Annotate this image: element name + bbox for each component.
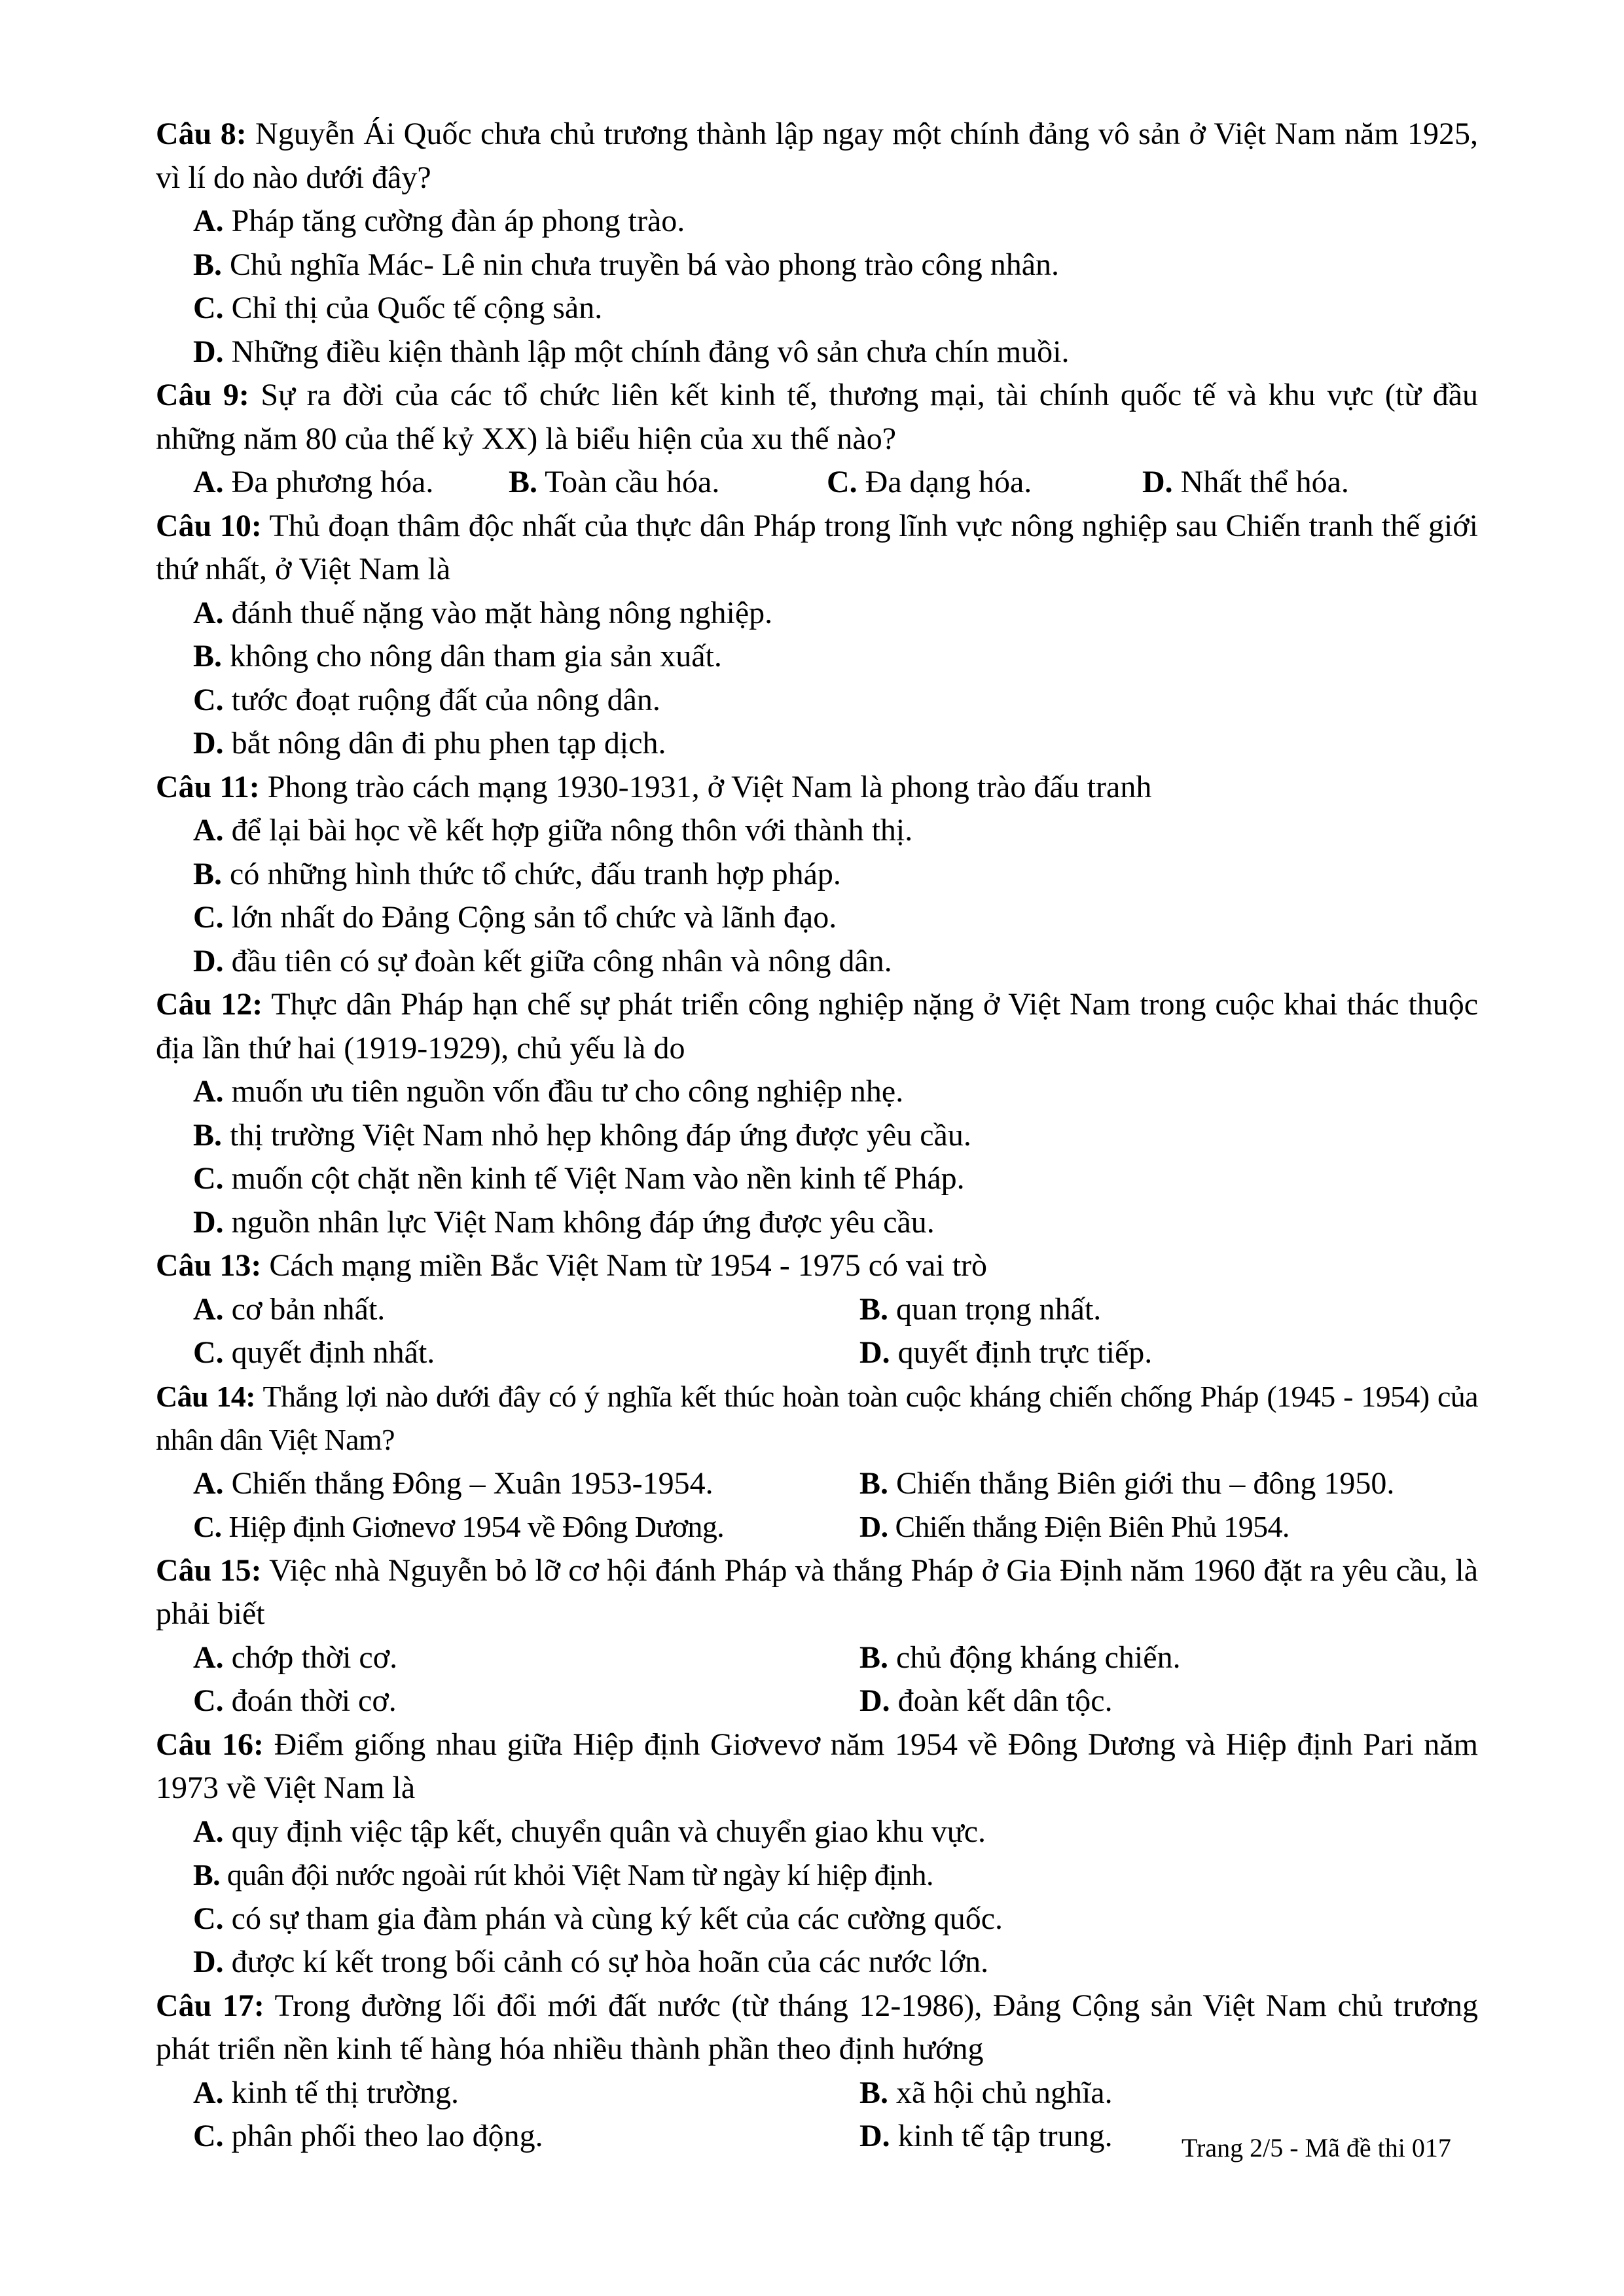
question-stem: Điểm giống nhau giữa Hiệp định Giơvevơ năm 1954 về Đông Dương và Hiệp định Pari năm 1973 về Việt Nam là [156,1727,1479,1805]
question-stem: Sự ra đời của các tổ chức liên kết kinh tế, thương mại, tài chính quốc tế và khu vực (từ đầu những năm 80 của thế kỷ XX) là biểu hiện của xu thế nào? [156,378,1479,456]
answer-options [156,1462,1478,1549]
option-b[interactable]: B. có những hình thức tổ chức, đấu tranh hợp pháp. [193,856,841,891]
option-b[interactable]: B. Toàn cầu hóa. [509,465,720,499]
question-stem: Việc nhà Nguyễn bỏ lỡ cơ hội đánh Pháp và thắng Pháp ở Gia Định năm 1960 đặt ra yêu cầu, là phải biết [156,1552,1479,1631]
question-list [156,113,1478,2159]
option-b[interactable]: B. Chủ nghĩa Mác- Lê nin chưa truyền bá vào phong trào công nhân. [193,247,1059,282]
option-a[interactable]: A. để lại bài học về kết hợp giữa nông thôn với thành thị. [193,813,913,848]
answer-options [156,592,1478,766]
option-c[interactable]: C. đoán thời cơ. [193,1683,397,1718]
option-a[interactable]: A. Chiến thắng Đông – Xuân 1953-1954. [193,1465,713,1501]
question-10 [156,505,1478,766]
question-stem: Nguyễn Ái Quốc chưa chủ trương thành lập ngay một chính đảng vô sản ở Việt Nam năm 1925, vì lí do nào dưới đây? [156,117,1479,195]
option-d[interactable]: D. quyết định trực tiếp. [859,1335,1153,1370]
option-a[interactable]: A. đánh thuế nặng vào mặt hàng nông nghiệp. [193,595,773,630]
question-16 [156,1723,1478,1984]
option-a[interactable]: A. Đa phương hóa. [193,465,434,499]
option-d[interactable]: D. đầu tiên có sự đoàn kết giữa công nhân và nông dân. [193,943,892,978]
question-stem: Thắng lợi nào dưới đây có ý nghĩa kết thúc hoàn toàn cuộc kháng chiến chống Pháp (1945 - 1954) của nhân dân Việt Nam? [156,1379,1478,1456]
question-14 [156,1375,1478,1549]
option-b[interactable]: B. xã hội chủ nghĩa. [859,2075,1113,2110]
answer-options [156,809,1478,983]
option-c[interactable]: C. Đa dạng hóa. [827,465,1032,499]
option-d[interactable]: D. Chiến thắng Điện Biên Phủ 1954. [859,1510,1290,1543]
answer-options [156,461,1478,505]
question-label: Câu 8: [156,117,247,151]
question-stem: Thực dân Pháp hạn chế sự phát triển công nghiệp nặng ở Việt Nam trong cuộc khai thác thuộc địa lần thứ hai (1919-1929), chủ yếu là do [156,987,1479,1066]
question-label: Câu 16: [156,1727,264,1762]
option-a[interactable]: A. Pháp tăng cường đàn áp phong trào. [193,204,685,238]
option-c[interactable]: C. Hiệp định Giơnevơ 1954 về Đông Dương. [193,1510,725,1543]
option-d[interactable]: D. Nhất thể hóa. [1142,465,1349,499]
question-label: Câu 15: [156,1552,262,1588]
option-d[interactable]: D. nguồn nhân lực Việt Nam không đáp ứng được yêu cầu. [193,1204,935,1240]
option-b[interactable]: B. quân đội nước ngoài rút khỏi Việt Nam từ ngày kí hiệp định. [193,1858,933,1892]
option-b[interactable]: B. quan trọng nhất. [859,1291,1102,1327]
option-a[interactable]: A. quy định việc tập kết, chuyển quân và chuyển giao khu vực. [193,1814,986,1849]
option-d[interactable]: D. được kí kết trong bối cảnh có sự hòa hoãn của các nước lớn. [193,1945,989,1979]
option-a[interactable]: A. cơ bản nhất. [193,1291,386,1327]
option-c[interactable]: C. tước đoạt ruộng đất của nông dân. [193,682,660,717]
question-stem: Trong đường lối đổi mới đất nước (từ tháng 12-1986), Đảng Cộng sản Việt Nam chủ trương phát triển nền kinh tế hàng hóa nhiều thành phần theo định hướng [156,1988,1478,2066]
answer-options [156,1288,1478,1375]
option-c[interactable]: C. quyết định nhất. [193,1335,435,1370]
option-b[interactable]: B. chủ động kháng chiến. [859,1640,1181,1675]
option-c[interactable]: C. có sự tham gia đàm phán và cùng ký kết của các cường quốc. [193,1901,1003,1936]
option-d[interactable]: D. kinh tế tập trung. [859,2119,1113,2153]
option-d[interactable]: D. bắt nông dân đi phu phen tạp dịch. [193,726,666,761]
option-c[interactable]: C. phân phối theo lao động. [193,2119,543,2153]
question-label: Câu 14: [156,1379,255,1413]
question-label: Câu 10: [156,508,262,543]
option-c[interactable]: C. lớn nhất do Đảng Cộng sản tổ chức và lãnh đạo. [193,900,837,935]
question-stem: Thủ đoạn thâm độc nhất của thực dân Pháp trong lĩnh vực nông nghiệp sau Chiến tranh thế giới thứ nhất, ở Việt Nam là [156,508,1479,586]
question-label: Câu 9: [156,378,249,412]
question-9 [156,374,1478,505]
question-stem: Phong trào cách mạng 1930-1931, ở Việt Nam là phong trào đấu tranh [267,769,1152,804]
option-a[interactable]: A. chớp thời cơ. [193,1640,398,1675]
question-12 [156,983,1478,1244]
question-label: Câu 13: [156,1248,262,1283]
question-11 [156,766,1478,984]
question-stem: Cách mạng miền Bắc Việt Nam từ 1954 - 1975 có vai trò [269,1248,988,1283]
answer-options [156,200,1478,374]
option-d[interactable]: D. Những điều kiện thành lập một chính đảng vô sản chưa chín muồi. [193,334,1070,369]
question-8 [156,113,1478,374]
question-13 [156,1244,1478,1375]
option-b[interactable]: B. Chiến thắng Biên giới thu – đông 1950. [859,1465,1395,1501]
option-b[interactable]: B. thị trường Việt Nam nhỏ hẹp không đáp ứng được yêu cầu. [193,1117,971,1153]
option-a[interactable]: A. muốn ưu tiên nguồn vốn đầu tư cho công nghiệp nhẹ. [193,1074,904,1109]
option-a[interactable]: A. kinh tế thị trường. [193,2075,460,2110]
question-label: Câu 12: [156,987,263,1022]
answer-options [156,1070,1478,1244]
option-c[interactable]: C. muốn cột chặt nền kinh tế Việt Nam vào nền kinh tế Pháp. [193,1161,965,1196]
question-15 [156,1549,1478,1723]
option-c[interactable]: C. Chỉ thị của Quốc tế cộng sản. [193,291,603,325]
question-label: Câu 11: [156,769,260,804]
option-d[interactable]: D. đoàn kết dân tộc. [859,1683,1113,1718]
option-b[interactable]: B. không cho nông dân tham gia sản xuất. [193,639,722,673]
question-label: Câu 17: [156,1988,264,2023]
answer-options [156,1810,1478,1984]
answer-options [156,1636,1478,1723]
page-footer: Trang 2/5 - Mã đề thi 017 [1182,2133,1451,2162]
